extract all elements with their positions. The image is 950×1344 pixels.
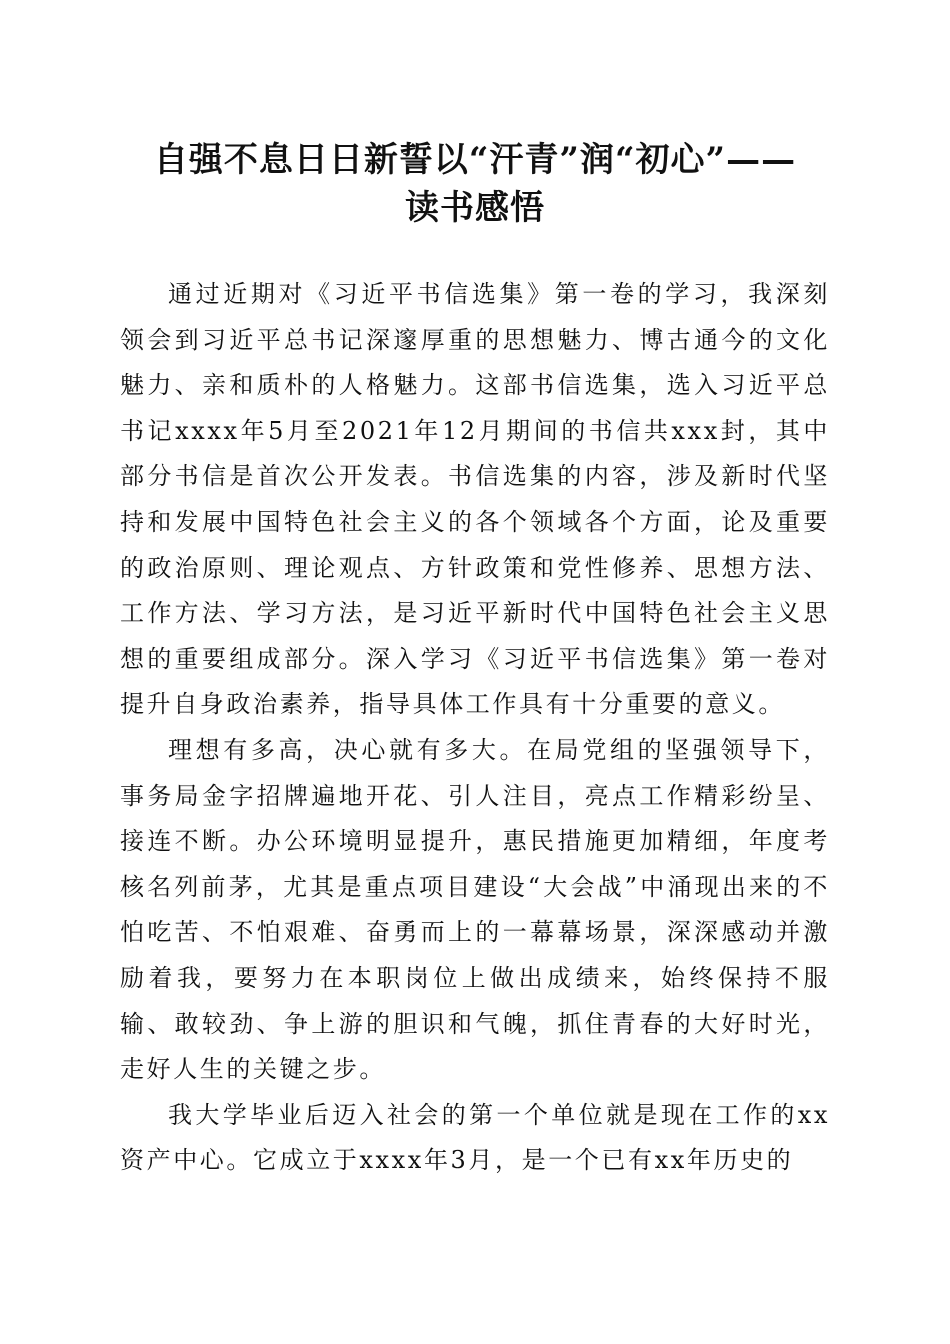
paragraph: 理想有多高，决心就有多大。在局党组的坚强领导下，事务局金字招牌遍地开花、引人注目，亮点工作精彩纷呈、接连不断。办公环境明显提升，惠民措施更加精细，年度考核名列前茅，尤其是重点项目建设“大会战”中涌现出来的不怕吃苦、不怕艰难、奋勇而上的一幕幕场景，深深感动并激励着我，要努力在本职岗位上做出成绩来，始终保持不服输、敢较劲、争上游的胆识和气魄，抓住青春的大好时光，走好人生的关键之步。 (120, 735, 830, 1084)
paragraph: 通过近期对《习近平书信选集》第一卷的学习，我深刻领会到习近平总书记深邃厚重的思想魅力、博古通今的文化魅力、亲和质朴的人格魅力。这部书信选集，选入习近平总书记xxxx年5月至2021年12月期间的书信共xxx封，其中部分书信是首次公开发表。书信选集的内容，涉及新时代坚持和发展中国特色社会主义的各个领域各个方面，论及重要的政治原则、理论观点、方针政策和党性修养、思想方法、工作方法、学习方法，是习近平新时代中国特色社会主义思想的重要组成部分。深入学习《习近平书信选集》第一卷对提升自身政治素养，指导具体工作具有十分重要的意义。 (120, 280, 830, 719)
document-body (120, 272, 830, 1184)
document-title-line-1: 自强不息日日新誓以“汗青”润“初心”—— (153, 140, 797, 180)
document-title-line-2: 读书感悟 (405, 188, 545, 228)
paragraph: 我大学毕业后迈入社会的第一个单位就是现在工作的xx资产中心。它成立于xxxx年3月，是一个已有xx年历史的 (120, 1100, 830, 1175)
